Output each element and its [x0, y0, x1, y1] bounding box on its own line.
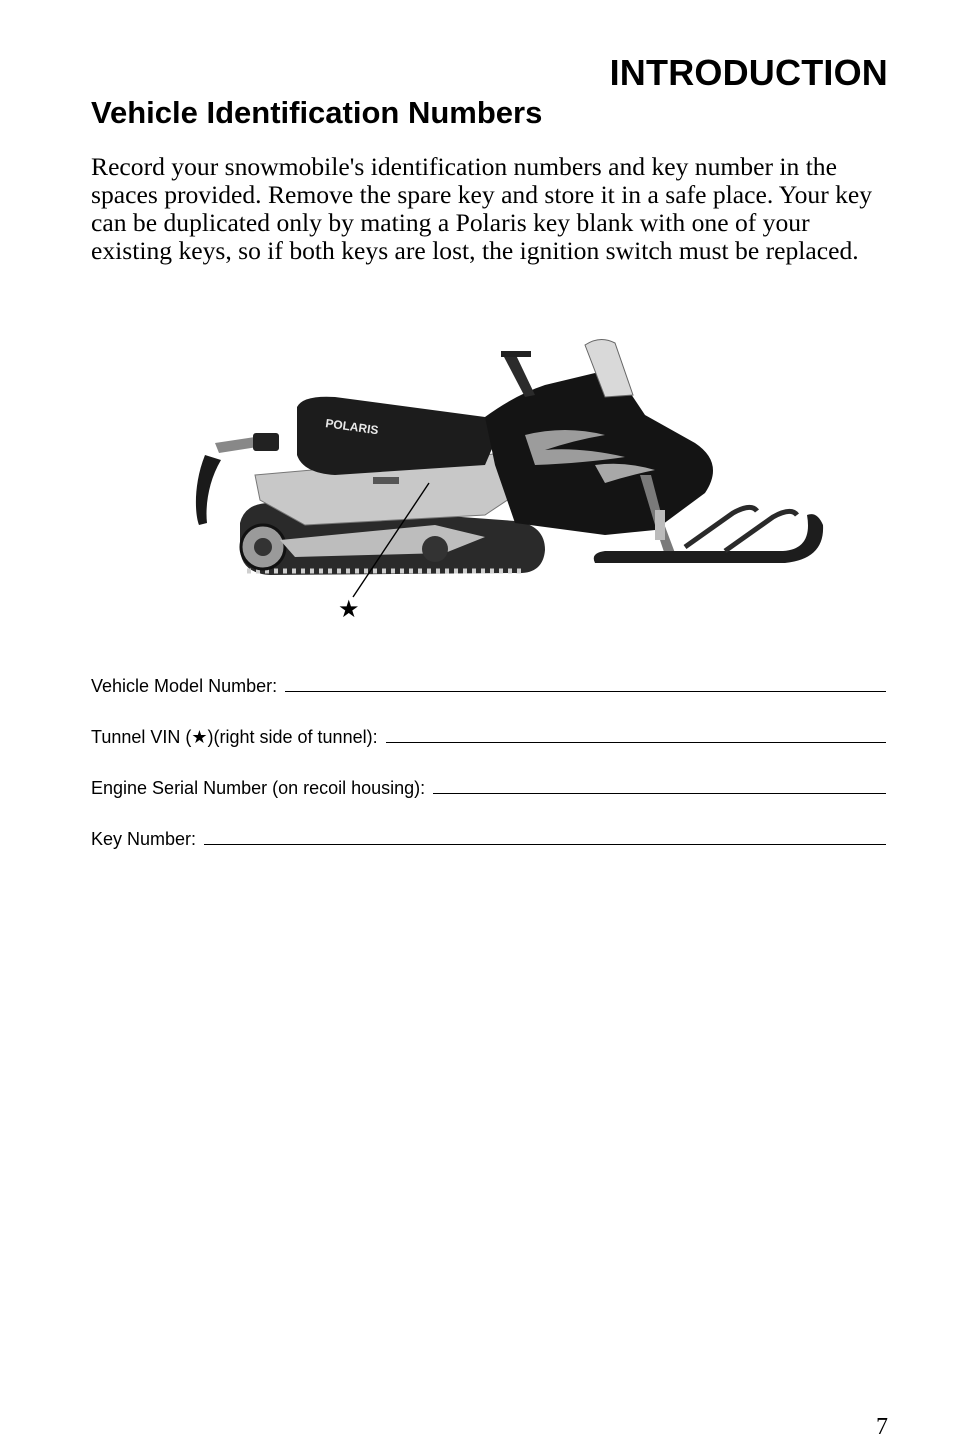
vehicle-model-number-blank [285, 691, 886, 692]
page-number: 7 [876, 1414, 888, 1440]
intro-paragraph: Record your snowmobile's identification numbers and key number in the spaces provided. Remove the spare key and store it in a safe place. Your key can be duplicated only by mating a Polaris key blank with one of your existing keys, so if both keys are lost, the ignition switch must be replaced. [91, 152, 873, 265]
key-number-label: Key Number: [91, 829, 197, 849]
tunnel-vin-row [91, 723, 886, 748]
engine-serial-number-blank [433, 793, 886, 794]
brand-decal: POLARIS [324, 416, 380, 438]
tunnel-vin-blank [386, 742, 886, 743]
identification-fields [91, 672, 886, 876]
vehicle-model-number-row [91, 672, 886, 697]
page-heading: Vehicle Identification Numbers [91, 95, 543, 130]
tunnel-vin-label: Tunnel VIN (★)(right side of tunnel): [91, 727, 378, 747]
vin-callout-star: ★ [338, 595, 360, 623]
engine-serial-number-row [91, 774, 886, 799]
key-number-blank [204, 844, 886, 845]
vehicle-model-number-label: Vehicle Model Number: [91, 676, 278, 696]
engine-serial-number-label: Engine Serial Number (on recoil housing): [91, 778, 426, 798]
snowmobile-figure [185, 325, 845, 630]
key-number-row [91, 825, 886, 850]
snowmobile-image [185, 325, 845, 630]
section-title: INTRODUCTION [609, 52, 888, 93]
